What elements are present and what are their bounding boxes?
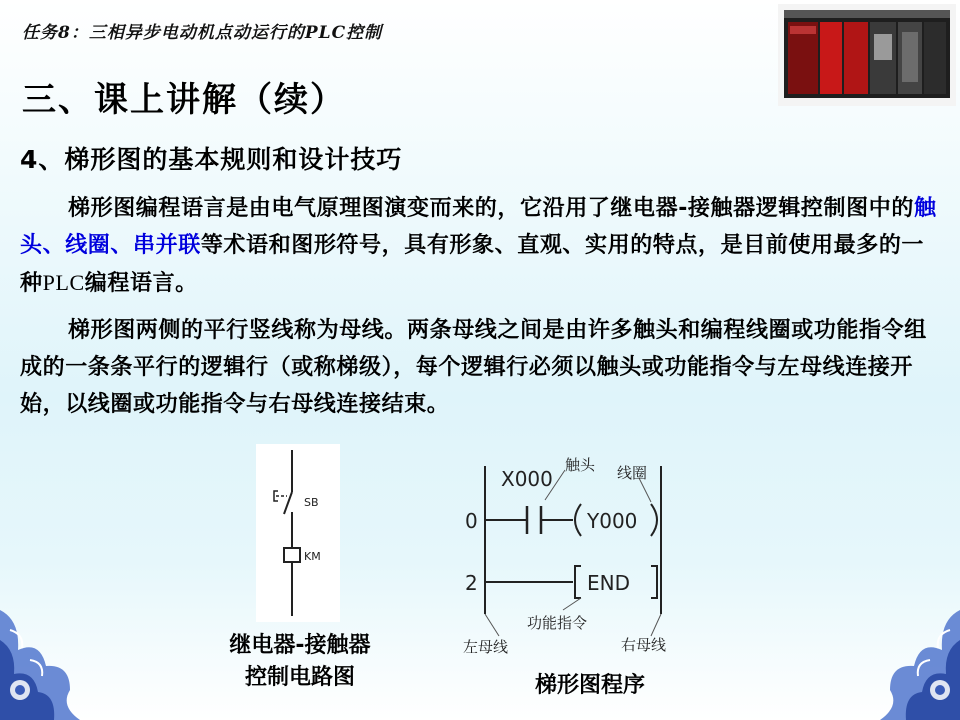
contact-address: X000 — [501, 467, 553, 491]
step-number-0: 0 — [465, 509, 478, 533]
relay-caption — [200, 630, 400, 694]
km-coil — [284, 548, 300, 562]
step-number-2: 2 — [465, 571, 478, 595]
function-instruction-label: 功能指令 — [527, 614, 588, 632]
coil-y000-left — [575, 504, 581, 536]
ladder-diagram — [455, 444, 705, 674]
highlight-terms: 触头、线圈、串并联 — [20, 196, 937, 258]
label-leader — [485, 614, 499, 636]
relay-caption-line2: 控制电路图 — [244, 665, 355, 690]
label-leader — [651, 614, 661, 636]
relay-caption-line1: 继电器-接触器 — [229, 633, 371, 658]
header-task-title: 任务8：三相异步电动机点动运行的PLC控制 — [22, 23, 383, 43]
end-instruction: END — [587, 571, 630, 595]
end-bracket-right — [651, 566, 657, 598]
relay-contactor-diagram — [256, 444, 340, 622]
km-label: KM — [304, 550, 321, 563]
paragraph1-part2: 等术语和图形符号，具有形象、直观、实用的特点，是目前使用最多的一种 — [20, 233, 925, 296]
paragraph-bus-bars: 梯形图两侧的平行竖线称为母线。两条母线之间是由许多触头和编程线圈或功能指令组成的一条条平行的逻辑行（或称梯级），每个逻辑行必须以触头或功能指令与左母线连接开始，以线圈或功能指令与右母线连接结束。 — [20, 318, 927, 417]
left-bus-label: 左母线 — [463, 638, 509, 656]
label-leader — [563, 598, 581, 610]
end-bracket-left — [575, 566, 581, 598]
section-title: 三、课上讲解（续） — [22, 80, 346, 120]
paragraph1-part3: 编程语言。 — [84, 271, 198, 296]
paragraph1-plc: PLC — [42, 270, 85, 295]
contact-label: 触头 — [565, 456, 596, 474]
paragraph1-part1: 梯形图编程语言是由电气原理图演变而来的，它沿用了继电器-接触器逻辑控制图中的 — [68, 196, 914, 221]
right-bus-label: 右母线 — [621, 636, 667, 654]
corner-ornament-right — [880, 590, 960, 720]
coil-y000-right — [651, 504, 657, 536]
corner-ornament-left — [0, 590, 80, 720]
paragraph-ladder-language — [20, 190, 940, 302]
sb-label: SB — [304, 496, 319, 509]
subtitle: 4、梯形图的基本规则和设计技巧 — [20, 145, 403, 174]
plc-hardware-image — [778, 4, 956, 106]
coil-address: Y000 — [587, 509, 638, 533]
coil-label: 线圈 — [617, 464, 648, 482]
ladder-caption: 梯形图程序 — [534, 673, 645, 698]
